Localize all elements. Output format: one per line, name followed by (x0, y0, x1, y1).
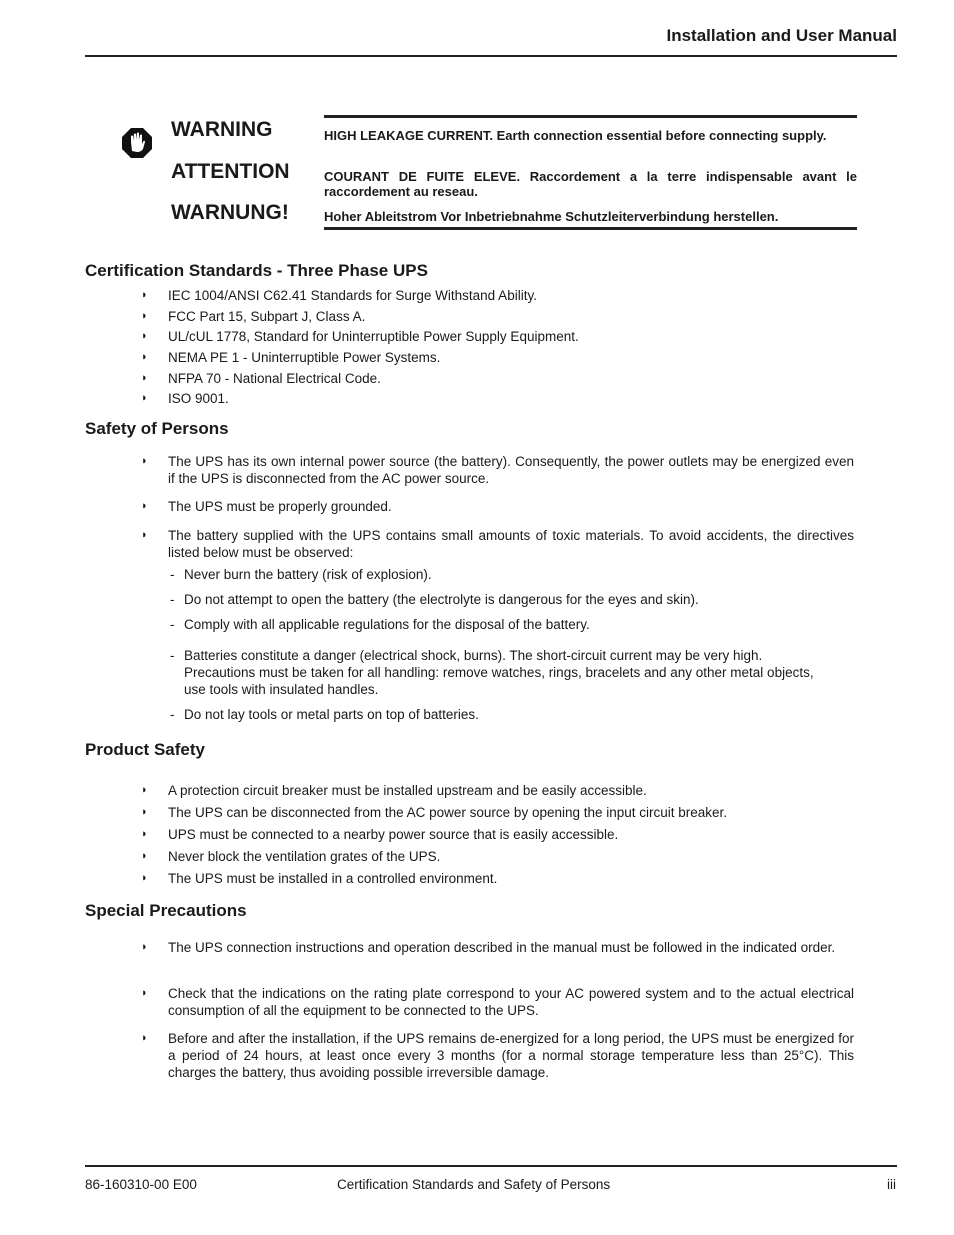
list-item: Never block the ventilation grates of the UPS. (168, 849, 441, 864)
dash-marker: - (170, 567, 175, 582)
list-item: A protection circuit breaker must be installed upstream and be easily accessible. (168, 783, 647, 798)
list-item: Before and after the installation, if the UPS remains de-energized for a long period, the UPS must be energized for a period of 24 hours, at least once every 3 months (for a normal storage temperature less than 25°C). This charges the battery, thus avoiding possible irreversible damage. (168, 1031, 854, 1080)
dash-marker: - (170, 592, 175, 607)
list-item: NEMA PE 1 - Uninterruptible Power Systems. (168, 350, 441, 365)
bullet-icon: ◗ (141, 455, 148, 467)
dash-marker: - (170, 707, 175, 722)
stop-hand-icon (121, 127, 153, 159)
warning-label-fr: ATTENTION (171, 160, 290, 183)
footer-page-number: iii (887, 1177, 896, 1192)
bullet-icon: ◗ (141, 351, 148, 363)
section-title-safety-of-persons: Safety of Persons (85, 419, 229, 438)
dash-marker: - (170, 617, 175, 632)
list-item: FCC Part 15, Subpart J, Class A. (168, 309, 366, 324)
bullet-icon: ◗ (141, 330, 148, 342)
list-item: Check that the indications on the rating plate correspond to your AC powered system and to the actual electrical consumption of all the equipment to be connected to the UPS. (168, 986, 854, 1018)
footer-section-name: Certification Standards and Safety of Persons (337, 1177, 611, 1192)
footer-doc-number: 86-160310-00 E00 (85, 1177, 197, 1192)
bullet-icon: ◗ (141, 850, 148, 862)
sub-list-item (170, 616, 830, 633)
list-item: UL/cUL 1778, Standard for Uninterruptible Power Supply Equipment. (168, 329, 579, 344)
section-title-certification: Certification Standards - Three Phase UPS (85, 261, 428, 280)
bullet-icon: ◗ (141, 828, 148, 840)
list-item: The UPS can be disconnected from the AC power source by opening the input circuit breaker. (168, 805, 728, 820)
bullet-icon: ◗ (141, 1032, 148, 1044)
warning-message-box (324, 115, 857, 230)
list-item: ISO 9001. (168, 391, 229, 406)
bullet-icon: ◗ (141, 392, 148, 404)
bullet-icon: ◗ (141, 784, 148, 796)
sub-list-item-text: Comply with all applicable regulations for the disposal of the battery. (184, 617, 590, 632)
footer-rule (85, 1165, 897, 1167)
header-rule (85, 55, 897, 57)
sub-list-item-text: Never burn the battery (risk of explosion). (184, 567, 432, 582)
sub-list-item-text: Batteries constitute a danger (electrical shock, burns). The short-circuit current may be very high. Precautions must be taken for all handling: remove watches, rings, bracelets and any other metal objects, use tools with insulated handles. (184, 648, 814, 697)
warning-label-en: WARNING (171, 118, 273, 141)
bullet-icon: ◗ (141, 310, 148, 322)
bullet-icon: ◗ (141, 806, 148, 818)
sub-list-item-text: Do not lay tools or metal parts on top of batteries. (184, 707, 479, 722)
section-title-product-safety: Product Safety (85, 740, 205, 759)
warning-message-fr: COURANT DE FUITE ELEVE. Raccordement a la terre indispensable avant le raccordement au reseau. (324, 169, 857, 199)
list-item: UPS must be connected to a nearby power source that is easily accessible. (168, 827, 619, 842)
warning-message-de: Hoher Ableitstrom Vor Inbetriebnahme Schutzleiterverbindung herstellen. (324, 209, 779, 224)
list-item: The UPS must be properly grounded. (168, 499, 392, 514)
bullet-icon: ◗ (141, 941, 148, 953)
warning-label-de: WARNUNG! (171, 201, 289, 224)
sub-list-item (170, 647, 830, 698)
list-item: IEC 1004/ANSI C62.41 Standards for Surge Withstand Ability. (168, 288, 537, 303)
bullet-icon: ◗ (141, 872, 148, 884)
dash-marker: - (170, 648, 175, 663)
bullet-icon: ◗ (141, 500, 148, 512)
warning-message-en: HIGH LEAKAGE CURRENT. Earth connection essential before connecting supply. (324, 128, 827, 143)
list-item: The UPS connection instructions and operation described in the manual must be followed in the indicated order. (168, 940, 836, 955)
sub-list-item (170, 591, 830, 608)
list-item: NFPA 70 - National Electrical Code. (168, 371, 381, 386)
bullet-icon: ◗ (141, 372, 148, 384)
list-item: The UPS has its own internal power source (the battery). Consequently, the power outlets may be energized even if the UPS is disconnected from the AC power source. (168, 454, 854, 486)
sub-list-item (170, 706, 830, 723)
bullet-icon: ◗ (141, 987, 148, 999)
section-title-special-precautions: Special Precautions (85, 901, 247, 920)
bullet-icon: ◗ (141, 289, 148, 301)
bullet-icon: ◗ (141, 529, 148, 541)
list-item: The battery supplied with the UPS contains small amounts of toxic materials. To avoid accidents, the directives listed below must be observed: (168, 528, 854, 560)
sub-list-item (170, 566, 830, 583)
sub-list-item-text: Do not attempt to open the battery (the electrolyte is dangerous for the eyes and skin). (184, 592, 699, 607)
page-header-title: Installation and User Manual (666, 26, 897, 45)
list-item: The UPS must be installed in a controlled environment. (168, 871, 498, 886)
